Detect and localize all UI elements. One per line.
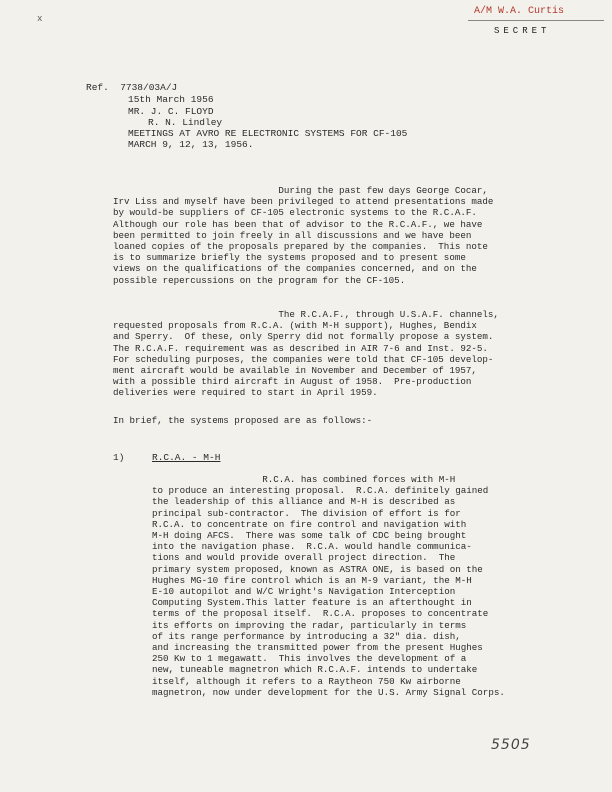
memo-subject-line-1: MEETINGS AT AVRO RE ELECTRONIC SYSTEMS FOR CF-105 xyxy=(128,128,408,139)
memo-date: 15th March 1956 xyxy=(128,94,214,105)
paragraph-rca-mh: R.C.A. has combined forces with M-H to produce an interesting proposal. R.C.A. definitely gained the leadership of this alliance and M-H is described as principal sub-contractor. The division of effort is for R.C.A. to concentrate on fire control and navigation with M-H doing AFCS. There was some talk of CDC being brought into the navigation phase. R.C.A. would handle communica- tions and would provide overall project direction. The primary system proposed, known as ASTRA ONE, is based on the Hughes MG-10 fire control which is an M-9 variant, the M-H E-10 autopilot and W/C Wright's Navigation Interception Computing System.This latter feature is an afterthought in terms of the proposal itself. R.C.A. proposes to concentrate its efforts on improving the radar, particularly in terms of its range performance by introducing a 32" dia. dish, and increasing the transmitted power from the present Hughes 250 Kw to 1 megawatt. This involves the development of a new, tuneable magnetron which R.C.A.F. intends to undertake itself, although it refers to a Raytheon 750 Kw airborne magnetron, now under development for the U.S. Army Signal Corps. xyxy=(152,474,505,698)
classification-label: SECRET xyxy=(494,26,551,36)
memo-ref: Ref. 7738/03A/J xyxy=(86,82,178,93)
memo-subject-line-2: MARCH 9, 12, 13, 1956. xyxy=(128,139,254,150)
paragraph-requests: The R.C.A.F., through U.S.A.F. channels, requested proposals from R.C.A. (with M-H support), Hughes, Bendix and Sperry. Of these, only Sperry did not formally propose a system. The R.C.A.F. requirement was as described in AIR 7-6 and Inst. 92-5. For scheduling purposes, the companies were told that CF-105 develop- ment aircraft would be available in November and December of 1957, with a possible third aircraft in August of 1958. Pre-production deliveries were required to start in April 1959. xyxy=(113,309,499,399)
routing-stamp: A/M W.A. Curtis xyxy=(474,6,565,17)
memo-from: R. N. Lindley xyxy=(148,117,223,128)
corner-mark: x xyxy=(37,14,43,24)
routing-divider xyxy=(468,20,604,21)
memo-to: MR. J. C. FLOYD xyxy=(128,106,214,117)
paragraph-intro: During the past few days George Cocar, Irv Liss and myself have been privileged to attend presentations made by would-be suppliers of CF-105 electronic systems to the R.C.A.F. Although our role has been that of advisor to the R.C.A.F., we have been permitted to join freely in all discussions and we have been loaned copies of the proposals prepared by the companies. This note is to summarize briefly the systems proposed and to present some views on the qualifications of the companies concerned, and on the possible repercussions on the program for the CF-105. xyxy=(113,185,494,286)
item-heading: R.C.A. - M-H xyxy=(152,452,221,463)
handwritten-number: 5505 xyxy=(491,737,531,753)
paragraph-summary-lead: In brief, the systems proposed are as follows:- xyxy=(113,415,373,426)
item-number: 1) xyxy=(113,452,125,463)
